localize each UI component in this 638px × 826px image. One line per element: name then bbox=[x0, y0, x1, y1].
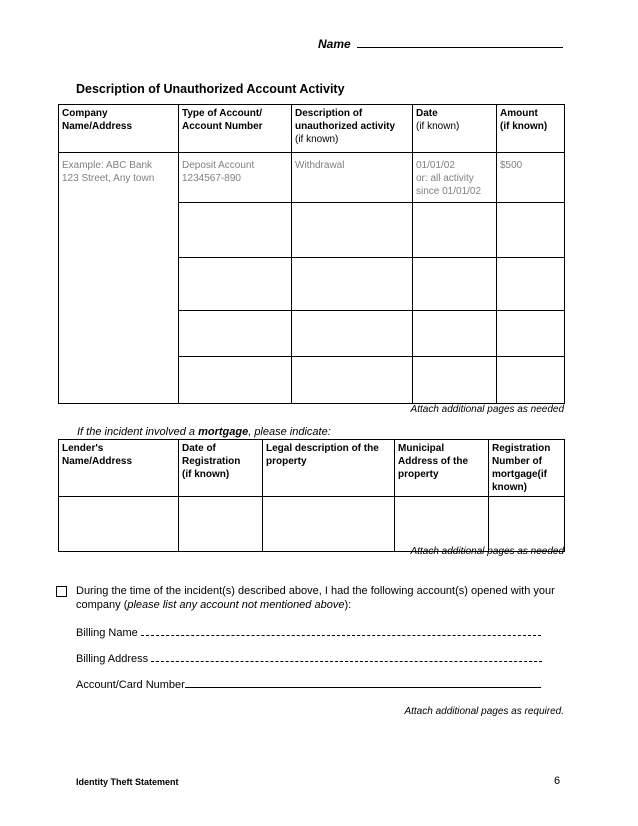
table-cell[interactable] bbox=[179, 311, 292, 357]
name-field bbox=[318, 36, 563, 51]
table-cell[interactable] bbox=[497, 258, 565, 311]
billing-name-label: Billing Name bbox=[76, 627, 138, 639]
table-header-row bbox=[59, 105, 565, 153]
footer-title: Identity Theft Statement bbox=[76, 777, 179, 787]
accounts-opened-checkbox[interactable] bbox=[56, 586, 67, 597]
section-title: Description of Unauthorized Account Activity bbox=[76, 82, 345, 96]
example-row bbox=[59, 153, 565, 203]
name-input-line[interactable] bbox=[357, 36, 563, 48]
mortgage-table bbox=[58, 439, 565, 552]
table-cell[interactable] bbox=[497, 357, 565, 404]
table-header-row bbox=[59, 440, 565, 497]
attach-pages-note: Attach additional pages as needed bbox=[410, 546, 564, 557]
example-description[interactable]: Withdrawal bbox=[292, 153, 413, 203]
accounts-opened-text: During the time of the incident(s) described above, I had the following account(s) opened with your company (please list any account not mentioned above): bbox=[76, 585, 555, 611]
table-cell[interactable] bbox=[497, 311, 565, 357]
example-date[interactable]: 01/01/02 or: all activity since 01/01/02 bbox=[413, 153, 497, 203]
example-amount[interactable]: $500 bbox=[497, 153, 565, 203]
table-cell[interactable] bbox=[179, 258, 292, 311]
billing-address-field bbox=[76, 651, 542, 665]
account-card-field bbox=[76, 677, 541, 691]
table-cell[interactable] bbox=[413, 203, 497, 258]
header-cell: Date (if known) bbox=[413, 105, 497, 153]
account-card-input[interactable] bbox=[185, 677, 541, 688]
header-cell: Company Name/Address bbox=[59, 105, 179, 153]
account-activity-table bbox=[58, 104, 565, 404]
table-cell[interactable] bbox=[413, 258, 497, 311]
billing-name-input[interactable] bbox=[141, 625, 541, 636]
example-company[interactable]: Example: ABC Bank 123 Street, Any town bbox=[59, 153, 179, 404]
table-cell[interactable] bbox=[497, 203, 565, 258]
header-cell: Legal description of the property bbox=[263, 440, 395, 497]
header-cell: Lender's Name/Address bbox=[59, 440, 179, 497]
table-cell[interactable] bbox=[263, 497, 395, 552]
header-cell: Description of unauthorized activity (if known) bbox=[292, 105, 413, 153]
header-cell: Date of Registration (if known) bbox=[179, 440, 263, 497]
billing-address-input[interactable] bbox=[151, 651, 542, 662]
name-label: Name bbox=[318, 37, 351, 51]
table-cell[interactable] bbox=[395, 497, 489, 552]
table-cell[interactable] bbox=[413, 357, 497, 404]
attach-pages-required-note: Attach additional pages as required. bbox=[404, 706, 564, 717]
header-cell: Amount (if known) bbox=[497, 105, 565, 153]
table-cell[interactable] bbox=[179, 497, 263, 552]
header-cell: Registration Number of mortgage(if known) bbox=[489, 440, 565, 497]
table-cell[interactable] bbox=[292, 311, 413, 357]
table-cell[interactable] bbox=[292, 357, 413, 404]
page-number: 6 bbox=[554, 775, 561, 787]
table-cell[interactable] bbox=[59, 497, 179, 552]
example-account[interactable]: Deposit Account 1234567-890 bbox=[179, 153, 292, 203]
table-cell[interactable] bbox=[179, 357, 292, 404]
billing-address-label: Billing Address bbox=[76, 653, 149, 665]
table-row bbox=[59, 497, 565, 552]
account-card-label: Account/Card Number bbox=[76, 679, 185, 691]
mortgage-instruction: If the incident involved a mortgage, please indicate: bbox=[77, 426, 331, 438]
billing-name-field bbox=[76, 625, 541, 639]
attach-pages-note: Attach additional pages as needed bbox=[410, 404, 564, 415]
table-cell[interactable] bbox=[489, 497, 565, 552]
table-cell[interactable] bbox=[179, 203, 292, 258]
table-cell[interactable] bbox=[413, 311, 497, 357]
table-cell[interactable] bbox=[292, 203, 413, 258]
header-cell: Type of Account/ Account Number bbox=[179, 105, 292, 153]
table-cell[interactable] bbox=[292, 258, 413, 311]
header-cell: Municipal Address of the property bbox=[395, 440, 489, 497]
